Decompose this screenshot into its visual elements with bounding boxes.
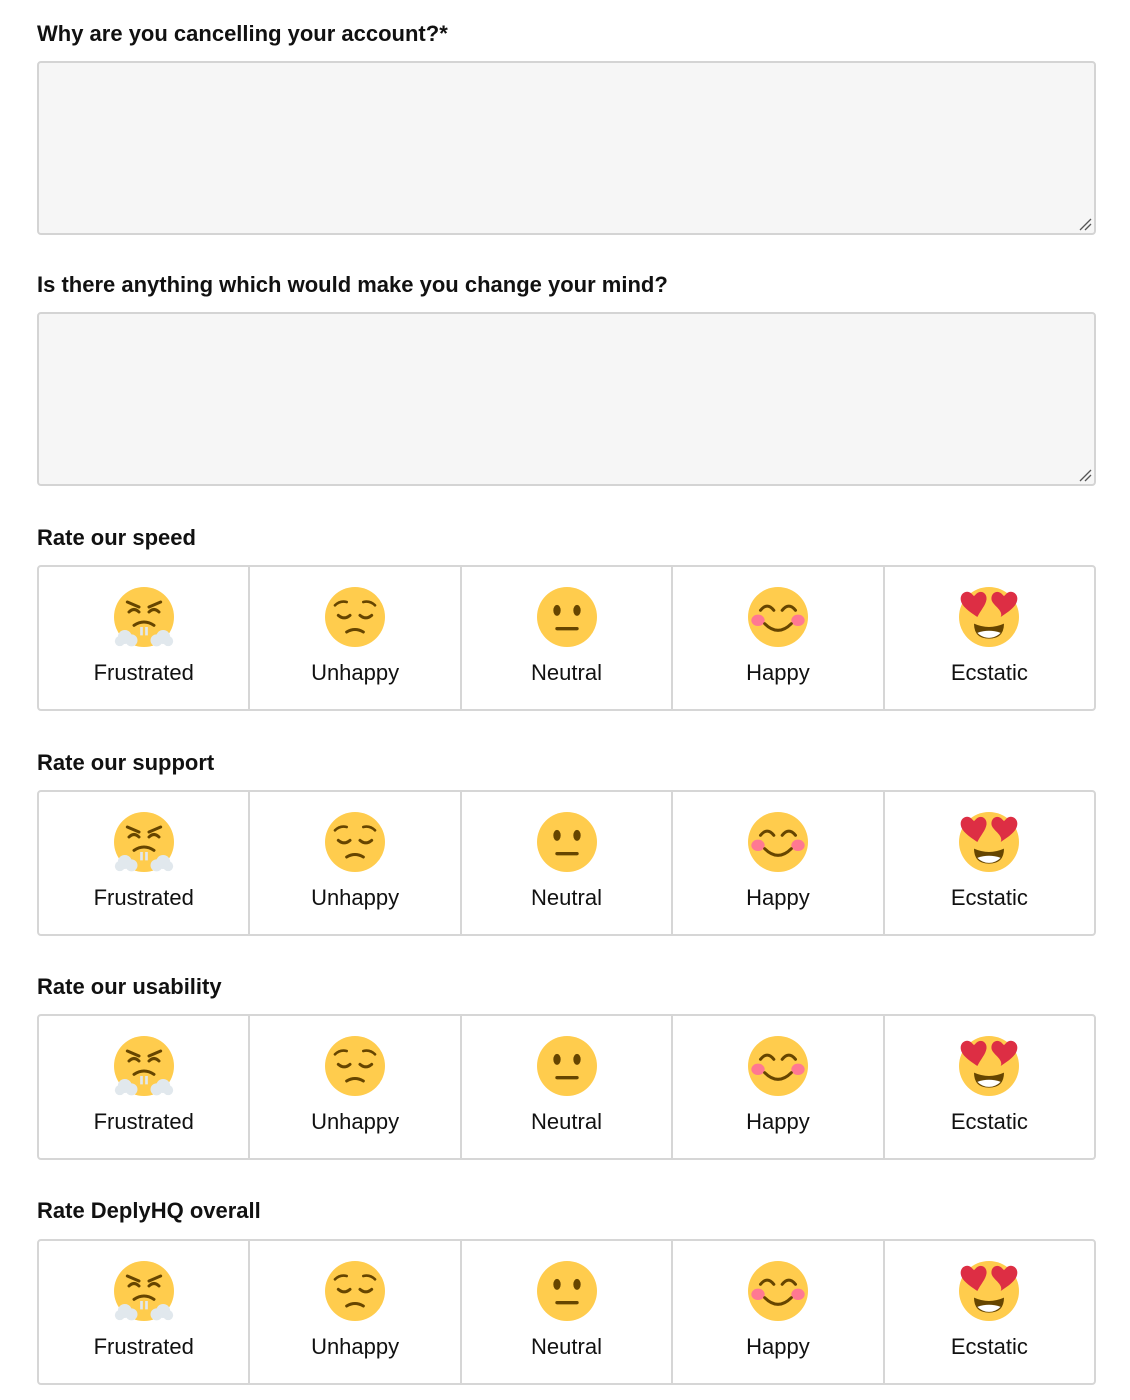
rating-overall-group (37, 1239, 1096, 1385)
rating-speed-group (37, 565, 1096, 711)
rating-option-label: Ecstatic (950, 660, 1028, 685)
rating-usability-option-neutral[interactable] (462, 1016, 673, 1158)
change-mind-label-wrap (37, 271, 668, 299)
rating-overall-option-ecstatic[interactable] (885, 1241, 1094, 1383)
rating-option-label: Unhappy (311, 885, 400, 910)
rating-speed-option-unhappy[interactable] (250, 567, 461, 709)
rating-usability-option-happy[interactable] (673, 1016, 884, 1158)
rating-option-label: Frustrated (93, 660, 194, 685)
rating-overall-label: Rate DeplyHQ overall (37, 1198, 261, 1223)
rating-speed-label: Rate our speed (37, 525, 196, 550)
rating-overall-option-happy[interactable] (673, 1241, 884, 1383)
rating-option-label: Neutral (531, 885, 602, 910)
rating-speed-option-ecstatic[interactable] (885, 567, 1094, 709)
change-mind-label: Is there anything which would make you change your mind? (37, 272, 668, 297)
rating-support-option-frustrated[interactable] (39, 792, 250, 934)
pensive-face-icon (325, 587, 385, 647)
rating-support-option-ecstatic[interactable] (885, 792, 1094, 934)
rating-option-label: Frustrated (93, 1109, 194, 1134)
rating-speed-option-neutral[interactable] (462, 567, 673, 709)
rating-option-label: Unhappy (311, 1109, 400, 1134)
rating-option-label: Unhappy (311, 1334, 400, 1359)
frustrated-face-icon (114, 812, 174, 872)
cancel-reason-label: Why are you cancelling your account?* (37, 21, 448, 46)
change-mind-textarea[interactable] (37, 312, 1096, 486)
rating-support-option-neutral[interactable] (462, 792, 673, 934)
heart-eyes-face-icon (959, 812, 1019, 872)
rating-overall-option-unhappy[interactable] (250, 1241, 461, 1383)
cancel-reason-field-wrap (37, 61, 1096, 235)
rating-option-label: Ecstatic (950, 1334, 1028, 1359)
neutral-face-icon (537, 1261, 597, 1321)
frustrated-face-icon (114, 1261, 174, 1321)
pensive-face-icon (325, 1036, 385, 1096)
rating-support-label-wrap (37, 749, 214, 777)
neutral-face-icon (537, 1036, 597, 1096)
resize-grip-icon[interactable] (1078, 468, 1092, 482)
rating-option-label: Neutral (531, 1109, 602, 1134)
rating-support-label: Rate our support (37, 750, 215, 775)
rating-usability-option-unhappy[interactable] (250, 1016, 461, 1158)
rating-option-label: Happy (746, 1334, 810, 1359)
rating-speed-option-frustrated[interactable] (39, 567, 250, 709)
resize-grip-icon[interactable] (1078, 217, 1092, 231)
smiling-face-icon (748, 587, 808, 647)
frustrated-face-icon (114, 587, 174, 647)
frustrated-face-icon (114, 1036, 174, 1096)
rating-option-label: Neutral (531, 1334, 602, 1359)
smiling-face-icon (748, 1261, 808, 1321)
rating-support-group (37, 790, 1096, 936)
rating-overall-label-wrap (37, 1197, 261, 1225)
rating-option-label: Happy (746, 885, 810, 910)
heart-eyes-face-icon (959, 1036, 1019, 1096)
rating-option-label: Frustrated (93, 885, 194, 910)
smiling-face-icon (748, 812, 808, 872)
rating-overall-option-neutral[interactable] (462, 1241, 673, 1383)
rating-speed-label-wrap (37, 524, 196, 552)
rating-option-label: Unhappy (311, 660, 400, 685)
smiling-face-icon (748, 1036, 808, 1096)
cancel-reason-label-wrap (37, 20, 448, 48)
rating-option-label: Happy (746, 1109, 810, 1134)
rating-support-option-unhappy[interactable] (250, 792, 461, 934)
pensive-face-icon (325, 812, 385, 872)
rating-usability-option-ecstatic[interactable] (885, 1016, 1094, 1158)
rating-option-label: Neutral (531, 660, 602, 685)
rating-speed-option-happy[interactable] (673, 567, 884, 709)
rating-option-label: Ecstatic (950, 1109, 1028, 1134)
rating-usability-option-frustrated[interactable] (39, 1016, 250, 1158)
rating-usability-group (37, 1014, 1096, 1160)
rating-usability-label-wrap (37, 973, 222, 1001)
heart-eyes-face-icon (959, 587, 1019, 647)
neutral-face-icon (537, 812, 597, 872)
change-mind-field-wrap (37, 312, 1096, 486)
rating-option-label: Frustrated (93, 1334, 194, 1359)
heart-eyes-face-icon (959, 1261, 1019, 1321)
rating-usability-label: Rate our usability (37, 974, 222, 999)
pensive-face-icon (325, 1261, 385, 1321)
rating-option-label: Happy (746, 660, 810, 685)
neutral-face-icon (537, 587, 597, 647)
rating-support-option-happy[interactable] (673, 792, 884, 934)
rating-overall-option-frustrated[interactable] (39, 1241, 250, 1383)
cancel-reason-textarea[interactable] (37, 61, 1096, 235)
rating-option-label: Ecstatic (950, 885, 1028, 910)
